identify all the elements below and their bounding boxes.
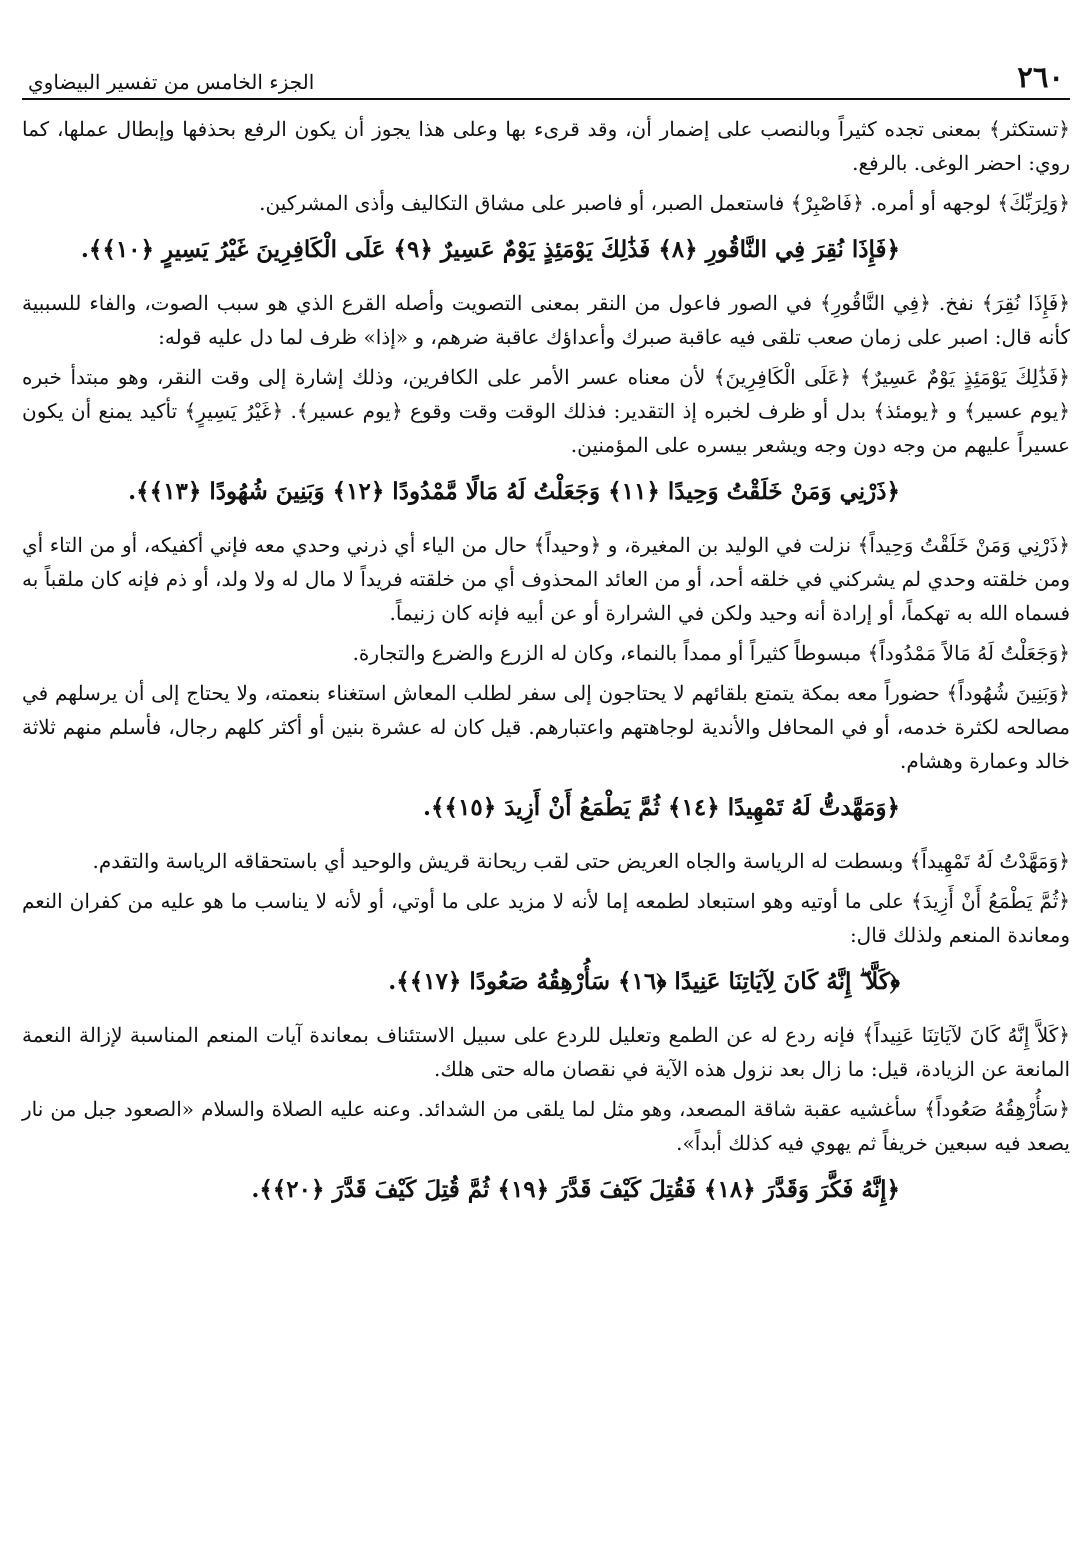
quran-verse: ﴿فَإِذَا نُقِرَ فِي النَّاقُورِ ﴿٨﴾ فَذَٰلِكَ يَوْمَئِذٍ يَوْمٌ عَسِيرٌ ﴿٩﴾ عَلَى الْكَافِرِينَ غَيْرُ يَسِيرٍ ﴿١٠﴾﴾.	[80, 236, 900, 263]
quran-verse: ﴿وَمَهَّدتُّ لَهُ تَمْهِيدًا ﴿١٤﴾ ثُمَّ يَطْمَعُ أَنْ أَزِيدَ ﴿١٥﴾﴾.	[423, 794, 900, 821]
commentary-paragraph: ﴿وَجَعَلْتُ لَهُ مَالاً مَمْدُوداً﴾ مبسوطاً كثيراً أو ممداً بالنماء، وكان له الزرع والضرع والتجارة.	[352, 641, 1070, 665]
quran-verse: ﴿ذَرْنِي وَمَنْ خَلَقْتُ وَحِيدًا ﴿١١﴾ وَجَعَلْتُ لَهُ مَالًا مَّمْدُودًا ﴿١٢﴾ وَبَنِينَ شُهُودًا ﴿١٣﴾﴾.	[128, 478, 900, 505]
commentary-paragraph: ﴿سَأُرْهِقُهُ صَعُوداً﴾ سأغشيه عقبة شاقة المصعد، وهو مثل لما يلقى من الشدائد. وعنه عليه الصلاة والسلام «الصعود جبل من نار يصعد فيه سبعين خريفاً ثم يهوي فيه كذلك أبداً».	[22, 1097, 1070, 1155]
commentary-paragraph: ﴿كَلاَّ إِنَّهُ كَانَ لآيَاتِنَا عَنِيداً﴾ فإنه ردع له عن الطمع وتعليل للردع على سبيل الاستئناف بمعاندة آيات المنعم المناسبة لإزالة النعمة المانعة عن الزيادة، قيل: ما زال بعد نزول هذه الآية في نقصان ماله حتى هلك.	[22, 1023, 1070, 1081]
commentary-paragraph: ﴿وَلِرَبِّكَ﴾ لوجهه أو أمره. ﴿فَاصْبِرْ﴾ فاستعمل الصبر، أو فاصبر على مشاق التكاليف وأذى المشركين.	[259, 191, 1070, 215]
running-title: الجزء الخامس من تفسير البيضاوي	[28, 70, 315, 94]
page-number: ٢٦٠	[1017, 60, 1064, 94]
page-header	[22, 52, 1070, 100]
quran-verse: ﴿إِنَّهُ فَكَّرَ وَقَدَّرَ ﴿١٨﴾ فَقُتِلَ كَيْفَ قَدَّرَ ﴿١٩﴾ ثُمَّ قُتِلَ كَيْفَ قَدَّرَ ﴿٢٠﴾﴾.	[251, 1176, 900, 1203]
page-body	[22, 100, 1070, 1210]
page	[22, 52, 1070, 1542]
commentary-paragraph: ﴿فَذَٰلِكَ يَوْمَئِذٍ يَوْمٌ عَسِيرٌ﴾ ﴿عَلَى الْكَافِرِينَ﴾ لأن معناه عسر الأمر على الكافرين، وذلك إشارة إلى وقت النقر، وهو مبتدأ خبره ﴿يوم عسير﴾ و ﴿يومئذ﴾ بدل أو ظرف لخبره إذ التقدير: فذلك الوقت وقت وقوع ﴿يوم عسير﴾. ﴿غَيْرُ يَسِيرٍ﴾ تأكيد يمنع أن يكون عسيراً عليهم من وجه دون وجه ويشعر بيسره على المؤمنين.	[22, 365, 1070, 457]
commentary-paragraph: ﴿وَبَنِينَ شُهُوداً﴾ حضوراً معه بمكة يتمتع بلقائهم لا يحتاجون إلى سفر لطلب المعاش استغناء بنعمته، ولا يحتاج إلى أن يرسلهم في مصالحه لكثرة خدمه، أو في المحافل والأندية لوجاهتهم واعتبارهم. قيل كان له عشرة بنين أو أكثر كلهم رجال، فأسلم منهم ثلاثة خالد وعمارة وهشام.	[22, 681, 1071, 773]
commentary-paragraph: ﴿فَإِذَا نُقِرَ﴾ نفخ. ﴿فِي النَّاقُورِ﴾ في الصور فاعول من النقر بمعنى التصويت وأصله القرع الذي هو سبب الصوت، والفاء للسببية كأنه قال: اصبر على زمان صعب تلقى فيه عاقبة صبرك وأعداؤك عاقبة ضرهم، و «إذا» ظرف لما دل عليه قوله:	[22, 291, 1070, 349]
commentary-paragraph: ﴿ثُمَّ يَطْمَعُ أَنْ أَزِيدَ﴾ على ما أوتيه وهو استبعاد لطمعه إما لأنه لا مزيد على ما أوتي، أو لأنه لا يناسب ما هو عليه من كفران النعم ومعاندة المنعم ولذلك قال:	[22, 889, 1070, 947]
commentary-paragraph: ﴿تستكثر﴾ بمعنى تجده كثيراً وبالنصب على إضمار أن، وقد قرىء بها وعلى هذا يجوز أن يكون الرفع بحذفها وإبطال عملها، كما روي: احضر الوغى. بالرفع.	[22, 117, 1070, 175]
commentary-paragraph: ﴿ذَرْنِي وَمَنْ خَلَقْتُ وَحِيداً﴾ نزلت في الوليد بن المغيرة، و ﴿وحيداً﴾ حال من الياء أي ذرني وحدي معه فإني أكفيكه، أو من التاء أي ومن خلقته وحدي لم يشركني في خلقه أحد، أو من العائد المحذوف أي من خلقته فريداً لا مال له ولا ولد، أو ذم فإنه كان ملقباً به فسماه الله به تهكماً، أو إرادة أنه وحيد ولكن في الشرارة أو عن أبيه فإنه كان زنيماً.	[22, 533, 1070, 625]
quran-verse: ﴿كَلَّا ۖ إِنَّهُ كَانَ لِآيَاتِنَا عَنِيدًا ﴿١٦﴾ سَأُرْهِقُهُ صَعُودًا ﴿١٧﴾﴾.	[388, 968, 900, 995]
commentary-paragraph: ﴿وَمَهَّدْتُ لَهُ تَمْهِيداً﴾ وبسطت له الرياسة والجاه العريض حتى لقب ريحانة قريش والوحيد أي باستحقاقه الرياسة والتقدم.	[92, 849, 1070, 873]
